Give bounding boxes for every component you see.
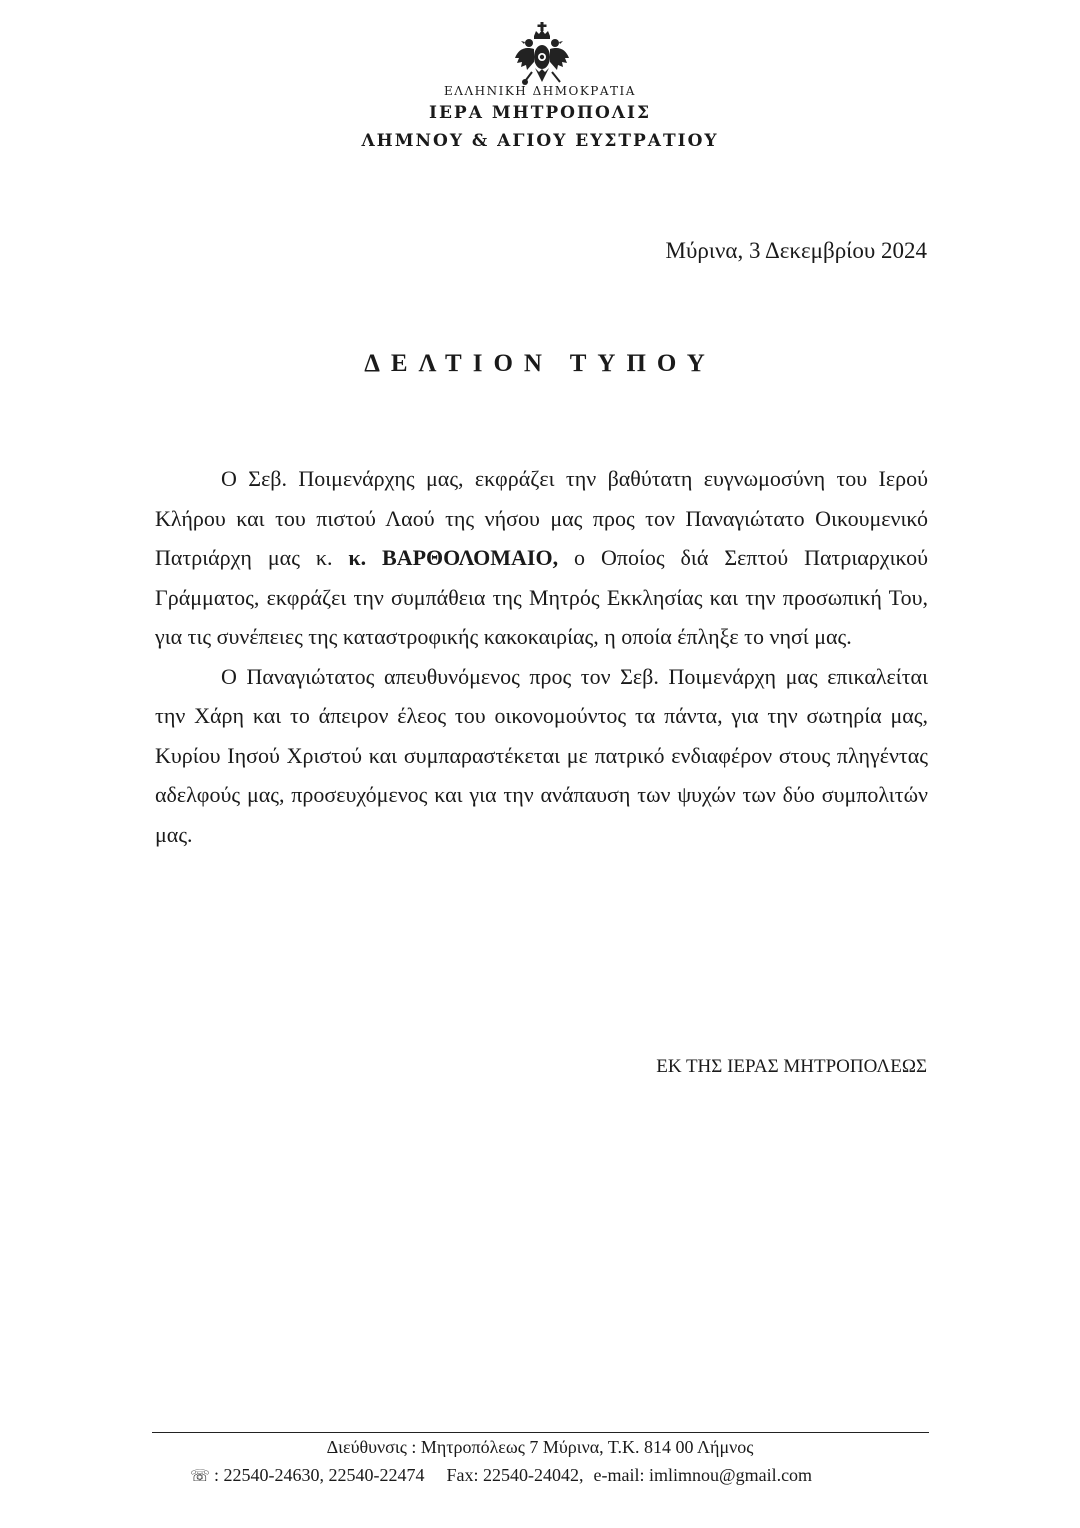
footer-email[interactable]: e-mail: imlimnou@gmail.com — [593, 1465, 813, 1485]
footer-address: Διεύθυνσις : Μητροπόλεως 7 Μύρινα, Τ.Κ. 814 00 Λήμνος — [326, 1437, 754, 1457]
footer-contact — [190, 1465, 812, 1486]
footer-phones: : 22540-24630, 22540-22474 — [214, 1465, 425, 1485]
patriarch-name: κ. ΒΑΡΘΟΛΟΜΑΙΟ, — [348, 545, 559, 570]
paragraph-1-start: Ο Σεβ. Ποιμενάρχης μας, εκφράζει την βαθύτατη ευγνωμοσύνη του Ιερού Κλήρου και του πιστού Λαού της νήσου μας προς τον Παναγιώτατο Οικουμενικό Πατριάρχη μας κ. — [155, 466, 928, 570]
republic-label: ΕΛΛΗΝΙΚΗ ΔΗΜΟΚΡΑΤΙΑ — [444, 84, 636, 98]
phone-icon: ☏ — [190, 1468, 211, 1485]
metropolis-name: ΙΕΡΑ ΜΗΤΡΟΠΟΛΙΣ — [429, 103, 651, 123]
paragraph-1-end: ο Οποίος διά Σεπτού Πατριαρχικού Γράμματος, εκφράζει την συμπάθεια της Μητρός Εκκλησίας και την προσωπική Του, για τις συνέπειες της καταστροφικής κακοκαιρίας, η οποία έπληξε το νησί μας. — [155, 545, 928, 649]
signature: ΕΚ ΤΗΣ ΙΕΡΑΣ ΜΗΤΡΟΠΟΛΕΩΣ — [656, 1056, 927, 1077]
paragraph-1 — [155, 459, 928, 657]
document-date: Μύρινα, 3 Δεκεμβρίου 2024 — [665, 238, 927, 263]
region-name: ΛΗΜΝΟΥ & ΑΓΙΟΥ ΕΥΣΤΡΑΤΙΟΥ — [361, 131, 719, 151]
press-release-body — [155, 459, 928, 854]
footer-fax: Fax: 22540-24042, — [446, 1465, 584, 1485]
paragraph-2: Ο Παναγιώτατος απευθυνόμενος προς τον Σεβ. Ποιμενάρχη μας επικαλείται την Χάρη και το άπειρον έλεος του οικονομούντος τα πάντα, για την σωτηρία μας, Κυρίου Ιησού Χριστού και συμπαραστέκεται με πατρικό ενδιαφέρον στους πληγέντας αδελφούς μας, προσευχόμενος και για την ανάπαυση των ψυχών των δύο συμπολιτών μας. — [155, 663, 928, 847]
footer-divider — [152, 1432, 929, 1433]
page-title: ΔΕΛΤΙΟΝ ΤΥΠΟΥ — [364, 350, 716, 377]
double-headed-eagle-icon — [514, 22, 570, 88]
